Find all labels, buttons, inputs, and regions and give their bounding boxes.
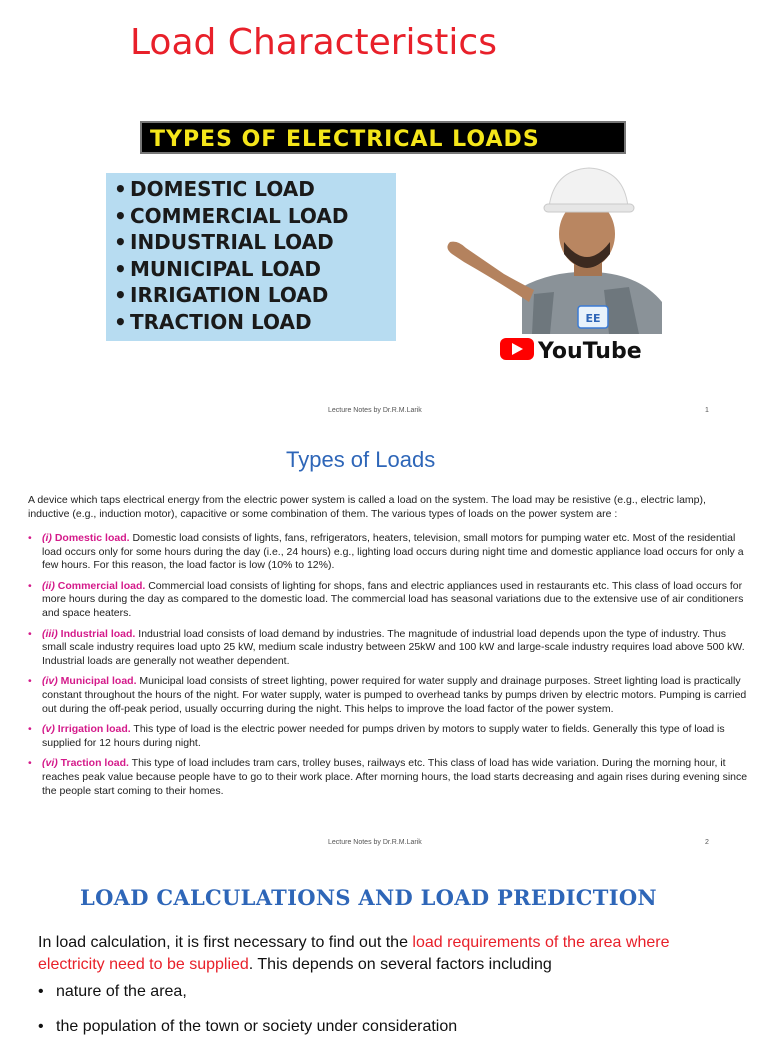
list-item — [28, 628, 750, 669]
slide-load-characteristics — [0, 0, 768, 425]
list-item — [114, 256, 348, 283]
slide-load-calculations — [0, 857, 768, 1035]
list-item — [38, 1016, 457, 1038]
load-type-label: INDUSTRIAL LOAD — [130, 230, 334, 254]
load-type-label: DOMESTIC LOAD — [130, 177, 315, 201]
slide-footer: Lecture Notes by Dr.R.M.Larik — [328, 839, 422, 846]
bullet: • — [28, 675, 32, 688]
item-label: Traction load. — [60, 757, 129, 770]
item-text: Domestic load consists of lights, fans, refrigerators, heaters, television, small motors for pumping water etc. Most of the residential load occurs only for some hours during the day (i.e., 24 hours) e.g., lighting load occurs during night time and domestic appliance load occurs for only a few hours. For this reason, the load factor is low (10% to 12%). — [42, 532, 744, 572]
list-item — [28, 580, 750, 621]
item-text: Industrial load consists of load demand by industries. The magnitude of industrial load depends upon the type of industry. Thus small scale industry requires load upto 25 kW, medium scale industry between 25kW and 100 kW and large-scale industry requires load above 500 kW. Industrial loads are generally not weather dependent. — [42, 627, 745, 667]
bullet: • — [114, 230, 127, 254]
bullet: • — [114, 309, 127, 334]
list-item — [114, 309, 348, 336]
list-item — [114, 176, 348, 203]
page-number: 2 — [705, 839, 709, 846]
slide-title: LOAD CALCULATIONS AND LOAD PREDICTION — [80, 885, 657, 910]
intro-paragraph — [38, 932, 728, 976]
bullet: • — [114, 283, 127, 307]
highlighted-text: load requirements of the area where electricity need to be supplied — [38, 934, 670, 973]
bullet: • — [114, 256, 127, 281]
slide-types-of-loads — [0, 425, 768, 857]
item-text: Municipal load consists of street lighting, power required for water supply and drainage purposes. Street lighting load is practically constant throughout the hours of the night. For water supply, water is pumped to overhead tanks by pumps driven by electric motors. Pumping is carried out during the off-peak period, usually occurring during the night. This helps to improve the load factor of the power system. — [42, 675, 747, 715]
channel-logo: EE — [585, 312, 601, 325]
paragraph-text: In load calculation, it is first necessary to find out the — [38, 934, 413, 951]
list-item — [28, 757, 750, 798]
list-item — [28, 675, 750, 716]
bullet: • — [114, 203, 127, 228]
item-number: (vi) — [42, 757, 58, 770]
slide-title: Types of Loads — [286, 447, 436, 472]
item-label: Industrial load. — [60, 627, 136, 640]
load-type-label: IRRIGATION LOAD — [130, 283, 329, 307]
item-number: (i) — [42, 532, 52, 544]
list-item — [38, 981, 457, 1003]
slide-footer: Lecture Notes by Dr.R.M.Larik — [328, 407, 422, 414]
presenter-photo — [404, 162, 666, 367]
load-type-label: TRACTION LOAD — [130, 309, 312, 334]
item-label: Commercial load. — [57, 579, 146, 592]
types-banner — [140, 121, 626, 154]
load-types-list — [114, 176, 348, 335]
list-item — [114, 282, 348, 309]
item-label: Municipal load. — [60, 675, 137, 688]
bullet: • — [38, 983, 44, 1000]
bullet: • — [28, 627, 32, 640]
item-text: This type of load is the electric power needed for pumps driven by motors to supply water to fields. Generally this type of load is supplied for 12 hours during night. — [42, 723, 725, 749]
bullet: • — [28, 757, 32, 770]
item-text: Commercial load consists of lighting for shops, fans and electric appliances used in restaurants etc. This class of load occurs for more hours during the day as compared to the domestic load. The commercial load has seasonal variations due to the extensive use of air conditioners and space heaters. — [42, 579, 744, 619]
paragraph-text: . This depends on several factors including — [248, 956, 552, 973]
load-type-label: COMMERCIAL LOAD — [130, 203, 349, 228]
intro-paragraph: A device which taps electrical energy from the electric power system is called a load on the system. The load may be resistive (e.g., electric lamp), inductive (e.g., induction motor), capacitive or some combination of them. The various types of loads on the power system are : — [28, 494, 706, 520]
banner-text: TYPES OF ELECTRICAL LOADS — [150, 127, 540, 152]
list-item — [28, 532, 750, 573]
factor-text: the population of the town or society under consideration — [56, 1018, 458, 1035]
factor-text: nature of the area, — [56, 983, 187, 1000]
youtube-label: YouTube — [538, 339, 642, 364]
item-label: Domestic load. — [54, 532, 130, 544]
list-item — [28, 723, 750, 750]
list-item — [114, 229, 348, 256]
bullet: • — [28, 579, 32, 592]
load-type-label: MUNICIPAL LOAD — [130, 256, 322, 281]
bullet: • — [28, 532, 32, 544]
bullet: • — [114, 177, 127, 201]
factors-list — [38, 981, 457, 1051]
load-definitions-list — [28, 532, 750, 805]
item-number: (v) — [42, 723, 55, 736]
load-types-box — [106, 173, 396, 341]
page-number: 1 — [705, 407, 709, 414]
slide-title: Load Characteristics — [130, 22, 497, 63]
item-number: (iii) — [42, 627, 58, 640]
item-number: (iv) — [42, 675, 58, 688]
item-label: Irrigation load. — [57, 723, 131, 736]
list-item — [114, 203, 348, 230]
item-number: (ii) — [42, 579, 55, 592]
item-text: This type of load includes tram cars, trolley buses, railways etc. This class of load has wide variation. During the morning hour, it reaches peak value because people have to go to their work place. After morning hours, the load starts decreasing and again rises during evening since the people start coming to their homes. — [42, 757, 748, 797]
bullet: • — [28, 723, 32, 736]
bullet: • — [38, 1018, 44, 1035]
